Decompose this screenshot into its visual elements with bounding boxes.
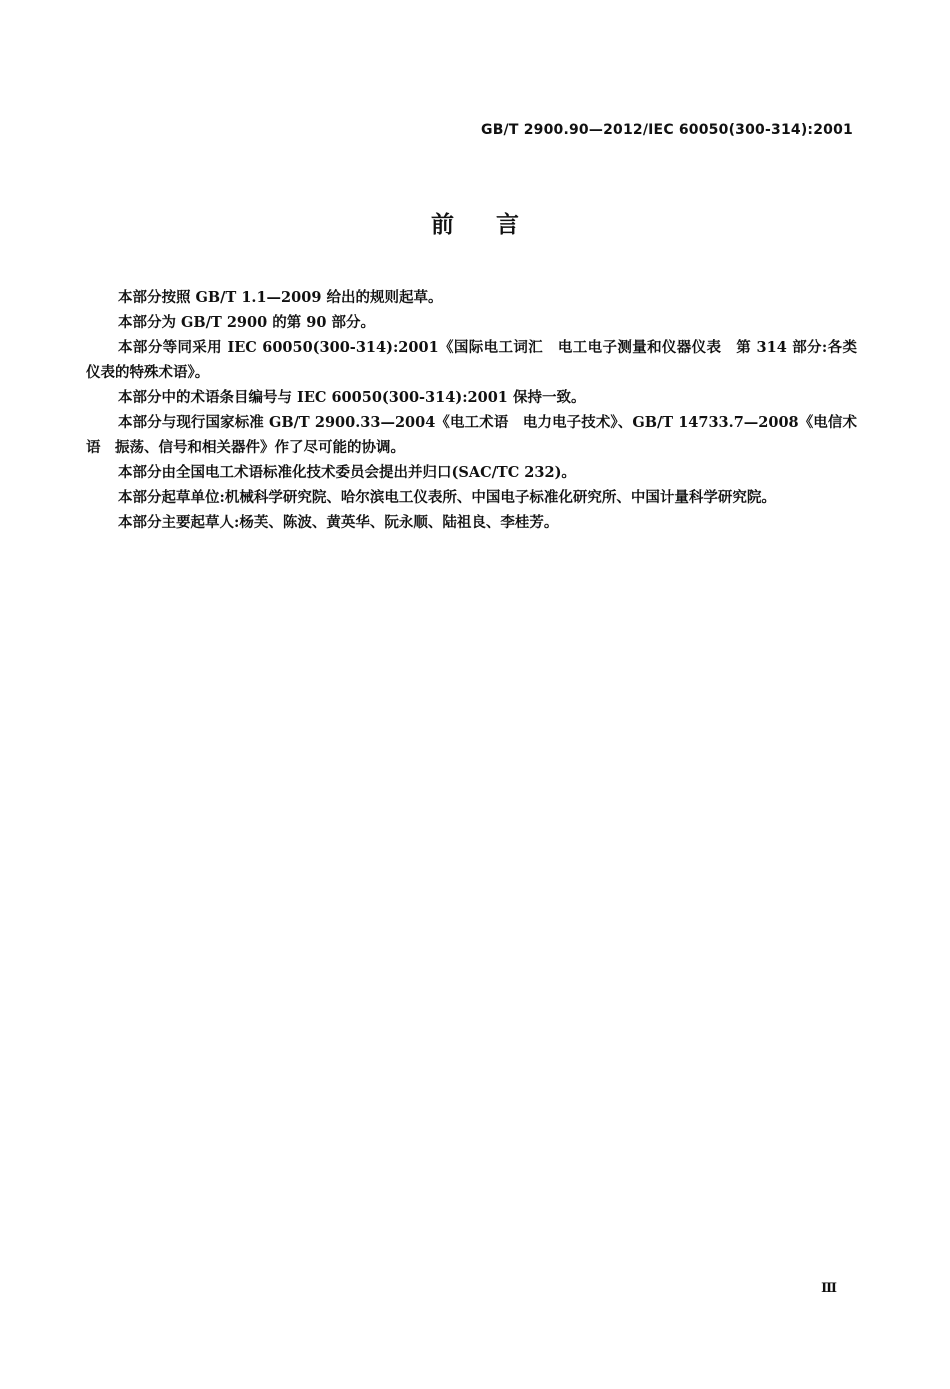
paragraph: 本部分主要起草人:杨芙、陈波、黄英华、阮永顺、陆祖良、李桂芳。 [118,514,559,531]
paragraph: 本部分由全国电工术语标准化技术委员会提出并归口(SAC/TC 232)。 [118,464,576,481]
foreword-body [86,285,857,535]
paragraph: 本部分起草单位:机械科学研究院、哈尔滨电工仪表所、中国电子标准化研究所、中国计量科学研究院。 [118,489,776,506]
page-number: Ⅲ [821,1281,837,1296]
paragraph: 本部分中的术语条目编号与 IEC 60050(300-314):2001 保持一致。 [118,389,586,406]
paragraph: 本部分等同采用 IEC 60050(300-314):2001《国际电工词汇 电工电子测量和仪器仪表 第 314 部分:各类仪表的特殊术语》。 [86,339,857,381]
paragraph: 本部分与现行国家标准 GB/T 2900.33—2004《电工术语 电力电子技术》、GB/T 14733.7—2008《电信术语 振荡、信号和相关器件》作了尽可能的协调。 [86,414,857,456]
page-title: 前言 [431,212,561,238]
standard-code-header: GB/T 2900.90—2012/IEC 60050(300-314):2001 [481,122,853,138]
paragraph: 本部分为 GB/T 2900 的第 90 部分。 [118,314,375,331]
paragraph: 本部分按照 GB/T 1.1—2009 给出的规则起草。 [118,289,443,306]
